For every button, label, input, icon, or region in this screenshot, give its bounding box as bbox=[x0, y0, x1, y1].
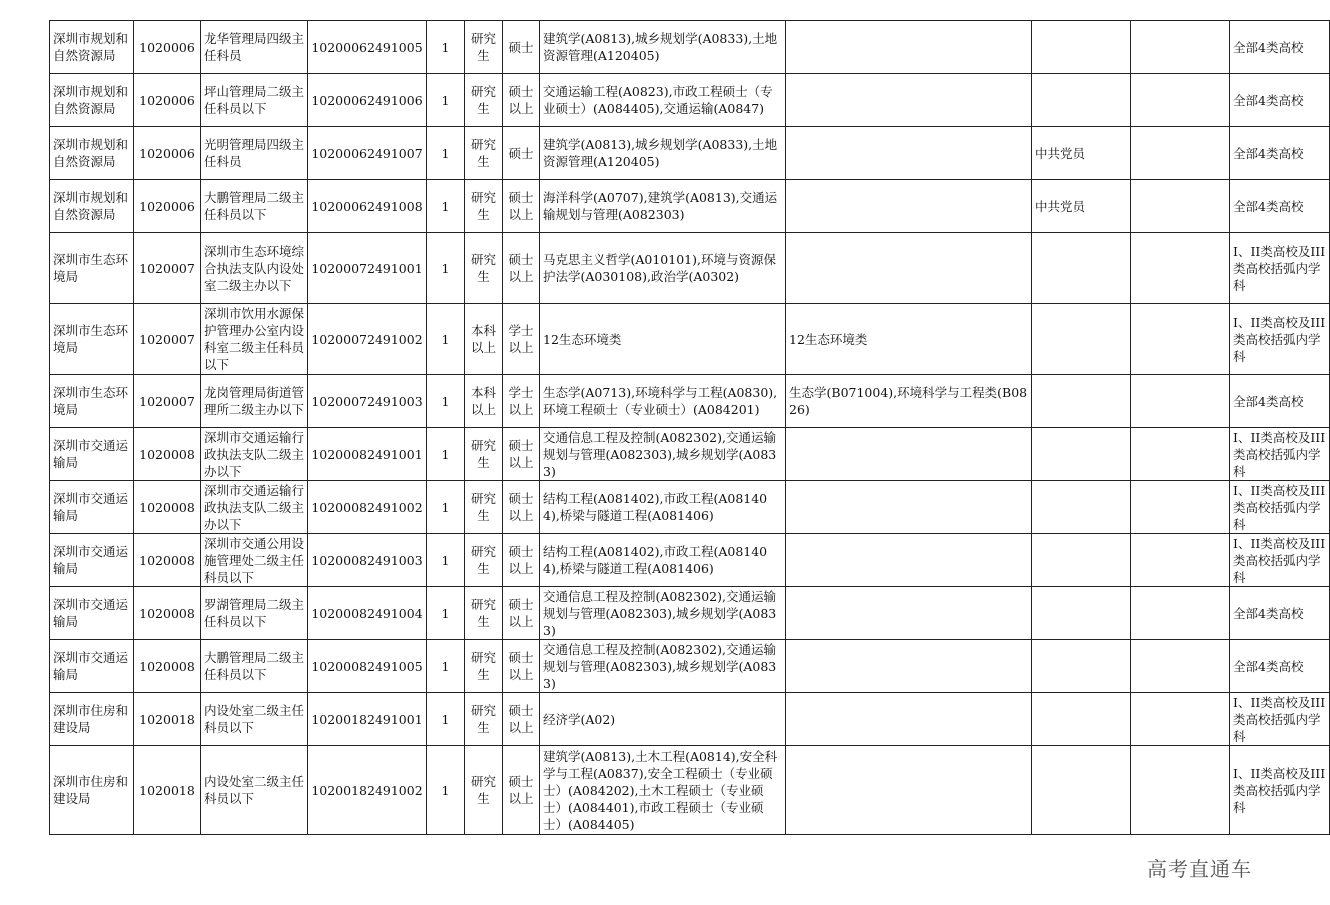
department-code-cell: 1020007 bbox=[134, 233, 201, 304]
degree-cell: 学士以上 bbox=[503, 304, 540, 375]
table-row bbox=[50, 375, 1330, 428]
department-code-cell: 1020006 bbox=[134, 180, 201, 233]
department-code-cell: 1020007 bbox=[134, 375, 201, 428]
graduate-major-cell: 经济学(A02) bbox=[540, 693, 786, 746]
position-code-cell: 10200082491002 bbox=[308, 481, 427, 534]
position-code-cell: 10200062491005 bbox=[308, 21, 427, 74]
position-code-cell: 10200072491001 bbox=[308, 233, 427, 304]
position-name-cell: 罗湖管理局二级主任科员以下 bbox=[201, 587, 308, 640]
education-cell: 研究生 bbox=[465, 481, 503, 534]
school-requirement-cell: I、II类高校及III类高校括弧内学科 bbox=[1230, 693, 1330, 746]
table-row bbox=[50, 304, 1330, 375]
education-cell: 本科以上 bbox=[465, 304, 503, 375]
position-code-cell: 10200072491002 bbox=[308, 304, 427, 375]
school-requirement-cell: I、II类高校及III类高校括弧内学科 bbox=[1230, 481, 1330, 534]
graduate-major-cell: 马克思主义哲学(A010101),环境与资源保护法学(A030108),政治学(A0302) bbox=[540, 233, 786, 304]
political-status-cell bbox=[1032, 74, 1131, 127]
political-status-cell bbox=[1032, 640, 1131, 693]
position-code-cell: 10200062491006 bbox=[308, 74, 427, 127]
position-code-cell: 10200182491002 bbox=[308, 746, 427, 835]
political-status-cell bbox=[1032, 375, 1131, 428]
political-status-cell bbox=[1032, 304, 1131, 375]
department-code-cell: 1020008 bbox=[134, 481, 201, 534]
political-status-cell: 中共党员 bbox=[1032, 180, 1131, 233]
department-cell: 深圳市住房和建设局 bbox=[50, 746, 134, 835]
undergraduate-major-cell bbox=[786, 180, 1032, 233]
table-row bbox=[50, 21, 1330, 74]
other-requirement-cell bbox=[1131, 74, 1230, 127]
school-requirement-cell: 全部4类高校 bbox=[1230, 21, 1330, 74]
position-name-cell: 深圳市饮用水源保护管理办公室内设科室二级主任科员以下 bbox=[201, 304, 308, 375]
school-requirement-cell: I、II类高校及III类高校括弧内学科 bbox=[1230, 534, 1330, 587]
watermark: 高考直通车 bbox=[1147, 857, 1252, 881]
degree-cell: 硕士以上 bbox=[503, 640, 540, 693]
recruit-count-cell: 1 bbox=[427, 534, 465, 587]
education-cell: 研究生 bbox=[465, 127, 503, 180]
graduate-major-cell: 建筑学(A0813),城乡规划学(A0833),土地资源管理(A120405) bbox=[540, 127, 786, 180]
other-requirement-cell bbox=[1131, 587, 1230, 640]
other-requirement-cell bbox=[1131, 233, 1230, 304]
school-requirement-cell: I、II类高校及III类高校括弧内学科 bbox=[1230, 304, 1330, 375]
degree-cell: 硕士以上 bbox=[503, 746, 540, 835]
education-cell: 研究生 bbox=[465, 640, 503, 693]
degree-cell: 硕士 bbox=[503, 21, 540, 74]
undergraduate-major-cell bbox=[786, 481, 1032, 534]
undergraduate-major-cell bbox=[786, 428, 1032, 481]
position-code-cell: 10200062491008 bbox=[308, 180, 427, 233]
school-requirement-cell: I、II类高校及III类高校括弧内学科 bbox=[1230, 428, 1330, 481]
political-status-cell bbox=[1032, 693, 1131, 746]
other-requirement-cell bbox=[1131, 640, 1230, 693]
political-status-cell bbox=[1032, 233, 1131, 304]
table-row bbox=[50, 127, 1330, 180]
position-code-cell: 10200082491004 bbox=[308, 587, 427, 640]
education-cell: 研究生 bbox=[465, 693, 503, 746]
recruit-count-cell: 1 bbox=[427, 375, 465, 428]
recruit-count-cell: 1 bbox=[427, 180, 465, 233]
table-row bbox=[50, 693, 1330, 746]
graduate-major-cell: 生态学(A0713),环境科学与工程(A0830),环境工程硕士（专业硕士）(A084201) bbox=[540, 375, 786, 428]
degree-cell: 硕士以上 bbox=[503, 74, 540, 127]
graduate-major-cell: 建筑学(A0813),城乡规划学(A0833),土地资源管理(A120405) bbox=[540, 21, 786, 74]
political-status-cell bbox=[1032, 21, 1131, 74]
department-code-cell: 1020018 bbox=[134, 693, 201, 746]
position-name-cell: 龙岗管理局街道管理所二级主办以下 bbox=[201, 375, 308, 428]
school-requirement-cell: 全部4类高校 bbox=[1230, 375, 1330, 428]
education-cell: 研究生 bbox=[465, 428, 503, 481]
graduate-major-cell: 交通信息工程及控制(A082302),交通运输规划与管理(A082303),城乡规划学(A0833) bbox=[540, 428, 786, 481]
position-name-cell: 深圳市交通运输行政执法支队二级主办以下 bbox=[201, 481, 308, 534]
recruit-count-cell: 1 bbox=[427, 304, 465, 375]
education-cell: 研究生 bbox=[465, 534, 503, 587]
undergraduate-major-cell bbox=[786, 74, 1032, 127]
recruit-count-cell: 1 bbox=[427, 127, 465, 180]
school-requirement-cell: I、II类高校及III类高校括弧内学科 bbox=[1230, 233, 1330, 304]
position-code-cell: 10200082491003 bbox=[308, 534, 427, 587]
graduate-major-cell: 交通信息工程及控制(A082302),交通运输规划与管理(A082303),城乡规划学(A0833) bbox=[540, 587, 786, 640]
other-requirement-cell bbox=[1131, 481, 1230, 534]
other-requirement-cell bbox=[1131, 693, 1230, 746]
recruit-count-cell: 1 bbox=[427, 693, 465, 746]
other-requirement-cell bbox=[1131, 534, 1230, 587]
undergraduate-major-cell bbox=[786, 233, 1032, 304]
department-code-cell: 1020007 bbox=[134, 304, 201, 375]
position-name-cell: 大鹏管理局二级主任科员以下 bbox=[201, 640, 308, 693]
undergraduate-major-cell bbox=[786, 587, 1032, 640]
degree-cell: 硕士以上 bbox=[503, 233, 540, 304]
undergraduate-major-cell bbox=[786, 746, 1032, 835]
department-code-cell: 1020008 bbox=[134, 428, 201, 481]
recruit-count-cell: 1 bbox=[427, 587, 465, 640]
education-cell: 研究生 bbox=[465, 180, 503, 233]
graduate-major-cell: 12生态环境类 bbox=[540, 304, 786, 375]
graduate-major-cell: 结构工程(A081402),市政工程(A081404),桥梁与隧道工程(A081406) bbox=[540, 481, 786, 534]
education-cell: 研究生 bbox=[465, 746, 503, 835]
school-requirement-cell: 全部4类高校 bbox=[1230, 74, 1330, 127]
graduate-major-cell: 海洋科学(A0707),建筑学(A0813),交通运输规划与管理(A082303) bbox=[540, 180, 786, 233]
position-name-cell: 深圳市交通运输行政执法支队二级主办以下 bbox=[201, 428, 308, 481]
position-name-cell: 光明管理局四级主任科员 bbox=[201, 127, 308, 180]
department-code-cell: 1020008 bbox=[134, 534, 201, 587]
school-requirement-cell: 全部4类高校 bbox=[1230, 180, 1330, 233]
undergraduate-major-cell bbox=[786, 640, 1032, 693]
department-cell: 深圳市生态环境局 bbox=[50, 375, 134, 428]
position-code-cell: 10200082491001 bbox=[308, 428, 427, 481]
department-code-cell: 1020006 bbox=[134, 74, 201, 127]
graduate-major-cell: 结构工程(A081402),市政工程(A081404),桥梁与隧道工程(A081406) bbox=[540, 534, 786, 587]
department-code-cell: 1020008 bbox=[134, 587, 201, 640]
department-code-cell: 1020008 bbox=[134, 640, 201, 693]
recruit-count-cell: 1 bbox=[427, 233, 465, 304]
graduate-major-cell: 交通信息工程及控制(A082302),交通运输规划与管理(A082303),城乡规划学(A0833) bbox=[540, 640, 786, 693]
undergraduate-major-cell bbox=[786, 693, 1032, 746]
degree-cell: 硕士以上 bbox=[503, 428, 540, 481]
degree-cell: 硕士以上 bbox=[503, 180, 540, 233]
school-requirement-cell: I、II类高校及III类高校括弧内学科 bbox=[1230, 746, 1330, 835]
position-code-cell: 10200182491001 bbox=[308, 693, 427, 746]
other-requirement-cell bbox=[1131, 304, 1230, 375]
department-code-cell: 1020006 bbox=[134, 21, 201, 74]
table-row bbox=[50, 233, 1330, 304]
other-requirement-cell bbox=[1131, 746, 1230, 835]
other-requirement-cell bbox=[1131, 428, 1230, 481]
undergraduate-major-cell: 12生态环境类 bbox=[786, 304, 1032, 375]
department-cell: 深圳市交通运输局 bbox=[50, 481, 134, 534]
table-row bbox=[50, 428, 1330, 481]
degree-cell: 学士以上 bbox=[503, 375, 540, 428]
department-cell: 深圳市生态环境局 bbox=[50, 233, 134, 304]
education-cell: 本科以上 bbox=[465, 375, 503, 428]
political-status-cell bbox=[1032, 746, 1131, 835]
position-name-cell: 深圳市交通公用设施管理处二级主任科员以下 bbox=[201, 534, 308, 587]
table-row bbox=[50, 587, 1330, 640]
table-row bbox=[50, 746, 1330, 835]
undergraduate-major-cell: 生态学(B071004),环境科学与工程类(B0826) bbox=[786, 375, 1032, 428]
department-cell: 深圳市交通运输局 bbox=[50, 428, 134, 481]
school-requirement-cell: 全部4类高校 bbox=[1230, 587, 1330, 640]
other-requirement-cell bbox=[1131, 180, 1230, 233]
recruit-count-cell: 1 bbox=[427, 481, 465, 534]
recruit-count-cell: 1 bbox=[427, 428, 465, 481]
position-code-cell: 10200082491005 bbox=[308, 640, 427, 693]
education-cell: 研究生 bbox=[465, 587, 503, 640]
education-cell: 研究生 bbox=[465, 21, 503, 74]
position-name-cell: 龙华管理局四级主任科员 bbox=[201, 21, 308, 74]
other-requirement-cell bbox=[1131, 127, 1230, 180]
recruit-count-cell: 1 bbox=[427, 74, 465, 127]
table-row bbox=[50, 534, 1330, 587]
table-row bbox=[50, 640, 1330, 693]
education-cell: 研究生 bbox=[465, 74, 503, 127]
department-cell: 深圳市规划和自然资源局 bbox=[50, 74, 134, 127]
department-cell: 深圳市规划和自然资源局 bbox=[50, 127, 134, 180]
position-name-cell: 坪山管理局二级主任科员以下 bbox=[201, 74, 308, 127]
political-status-cell: 中共党员 bbox=[1032, 127, 1131, 180]
position-code-cell: 10200062491007 bbox=[308, 127, 427, 180]
department-code-cell: 1020006 bbox=[134, 127, 201, 180]
department-cell: 深圳市交通运输局 bbox=[50, 640, 134, 693]
position-name-cell: 内设处室二级主任科员以下 bbox=[201, 746, 308, 835]
political-status-cell bbox=[1032, 481, 1131, 534]
table-row bbox=[50, 481, 1330, 534]
department-cell: 深圳市住房和建设局 bbox=[50, 693, 134, 746]
department-cell: 深圳市生态环境局 bbox=[50, 304, 134, 375]
graduate-major-cell: 建筑学(A0813),土木工程(A0814),安全科学与工程(A0837),安全工程硕士（专业硕士）(A084202),土木工程硕士（专业硕士）(A084401),市政工程硕士（专业硕士）(A084405) bbox=[540, 746, 786, 835]
job-table bbox=[49, 20, 1330, 835]
position-name-cell: 内设处室二级主任科员以下 bbox=[201, 693, 308, 746]
graduate-major-cell: 交通运输工程(A0823),市政工程硕士（专业硕士）(A084405),交通运输(A0847) bbox=[540, 74, 786, 127]
other-requirement-cell bbox=[1131, 375, 1230, 428]
political-status-cell bbox=[1032, 428, 1131, 481]
department-cell: 深圳市规划和自然资源局 bbox=[50, 21, 134, 74]
recruit-count-cell: 1 bbox=[427, 746, 465, 835]
recruit-count-cell: 1 bbox=[427, 640, 465, 693]
undergraduate-major-cell bbox=[786, 534, 1032, 587]
degree-cell: 硕士以上 bbox=[503, 534, 540, 587]
position-name-cell: 大鹏管理局二级主任科员以下 bbox=[201, 180, 308, 233]
undergraduate-major-cell bbox=[786, 127, 1032, 180]
job-table-body bbox=[50, 21, 1330, 835]
recruit-count-cell: 1 bbox=[427, 21, 465, 74]
degree-cell: 硕士以上 bbox=[503, 693, 540, 746]
position-code-cell: 10200072491003 bbox=[308, 375, 427, 428]
degree-cell: 硕士以上 bbox=[503, 587, 540, 640]
degree-cell: 硕士 bbox=[503, 127, 540, 180]
department-cell: 深圳市规划和自然资源局 bbox=[50, 180, 134, 233]
school-requirement-cell: 全部4类高校 bbox=[1230, 127, 1330, 180]
other-requirement-cell bbox=[1131, 21, 1230, 74]
undergraduate-major-cell bbox=[786, 21, 1032, 74]
political-status-cell bbox=[1032, 534, 1131, 587]
department-cell: 深圳市交通运输局 bbox=[50, 587, 134, 640]
position-name-cell: 深圳市生态环境综合执法支队内设处室二级主办以下 bbox=[201, 233, 308, 304]
political-status-cell bbox=[1032, 587, 1131, 640]
degree-cell: 硕士以上 bbox=[503, 481, 540, 534]
table-row bbox=[50, 180, 1330, 233]
department-code-cell: 1020018 bbox=[134, 746, 201, 835]
table-row bbox=[50, 74, 1330, 127]
department-cell: 深圳市交通运输局 bbox=[50, 534, 134, 587]
education-cell: 研究生 bbox=[465, 233, 503, 304]
school-requirement-cell: 全部4类高校 bbox=[1230, 640, 1330, 693]
